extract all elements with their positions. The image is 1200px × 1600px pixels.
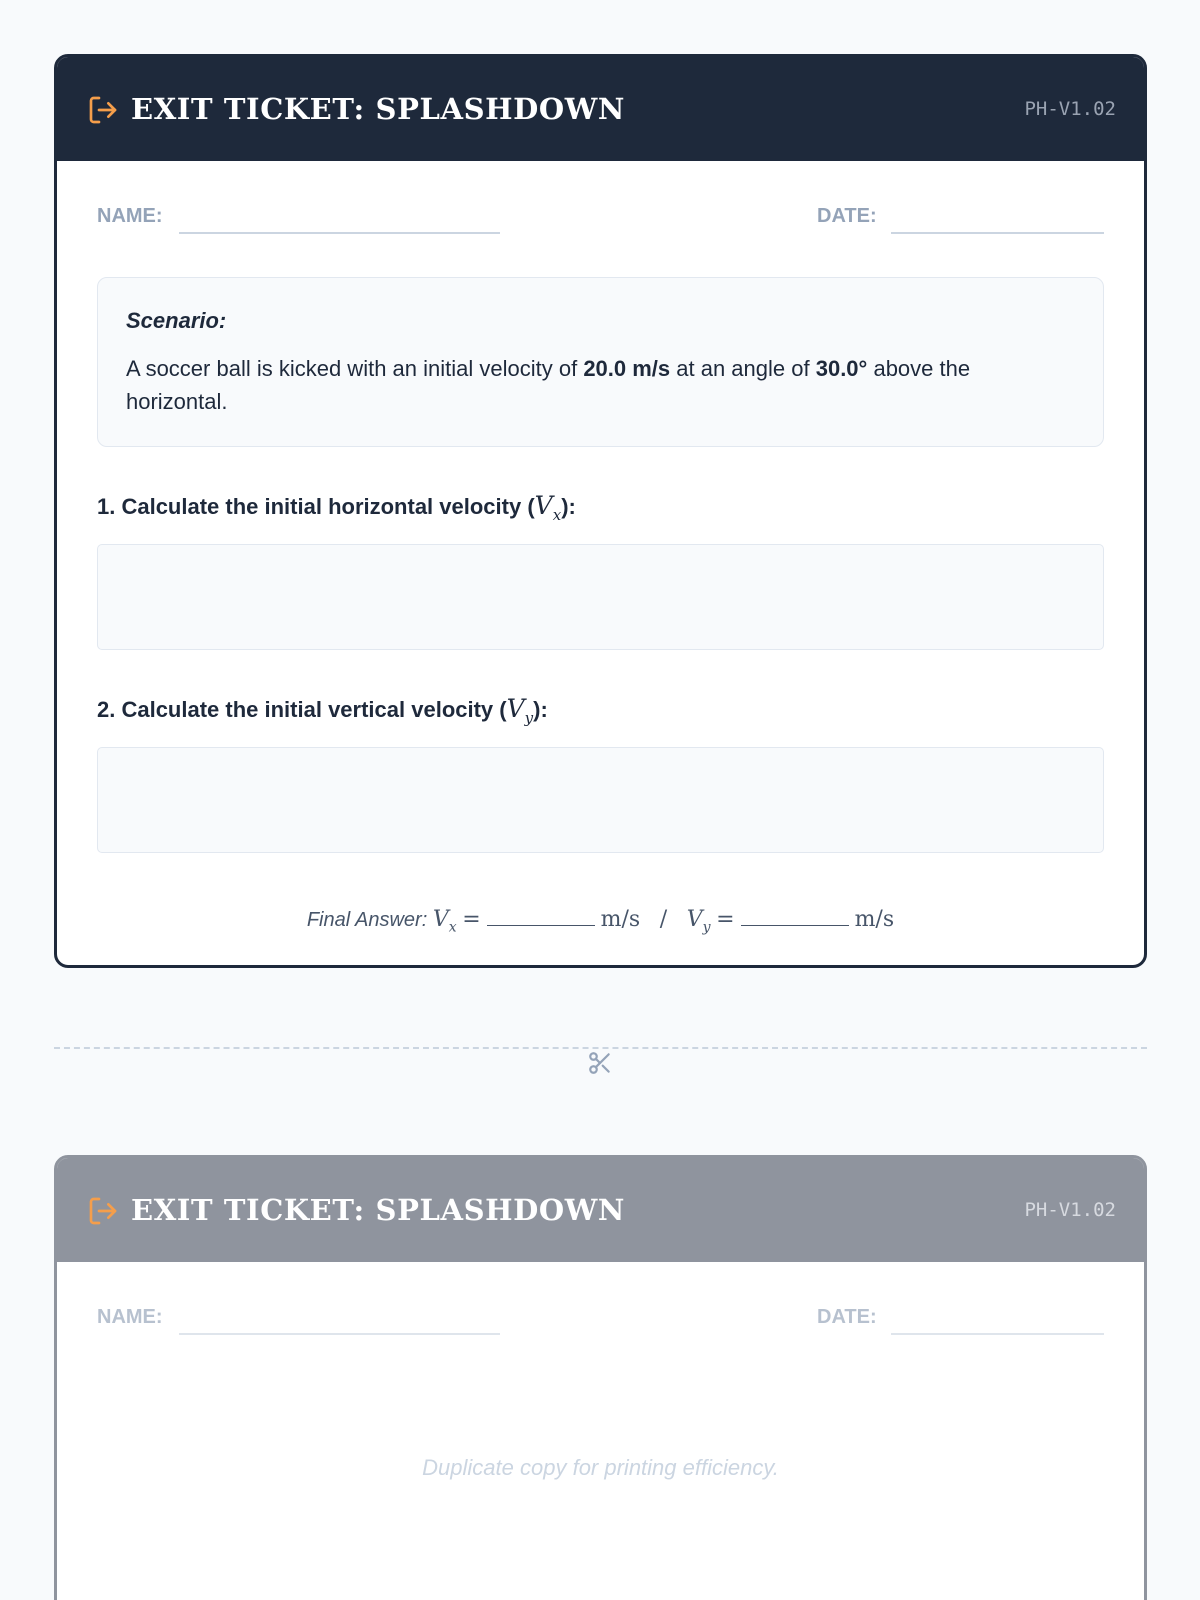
answer-box-2[interactable]: [97, 747, 1104, 853]
vy-symbol: [506, 694, 534, 727]
duplicate-note: Duplicate copy for printing efficiency.: [422, 1455, 779, 1480]
final-answer-label: Final Answer:: [306, 909, 428, 931]
question-2: [97, 694, 1104, 727]
date-field[interactable]: [891, 1333, 1104, 1335]
ticket-title: EXIT TICKET: SPLASHDOWN: [131, 1193, 625, 1227]
question-2-text: 2. Calculate the initial vertical velocity (: [97, 697, 507, 722]
question-1: [97, 491, 1104, 524]
scenario-text-part: at an angle of: [670, 356, 816, 381]
scenario-title: Scenario:: [126, 308, 227, 333]
exit-arrow-icon: [87, 94, 119, 126]
scenario-box: [97, 277, 1104, 447]
vy-answer-blank[interactable]: [741, 925, 849, 926]
name-date-row: [97, 161, 1104, 237]
final-answer-row: [97, 907, 1104, 935]
vx-answer-blank[interactable]: [487, 925, 595, 926]
symbol-v: V: [432, 907, 449, 932]
name-field[interactable]: [179, 232, 500, 234]
version-code: PH-V1.02: [1024, 1199, 1116, 1221]
final-vy-symbol: [686, 907, 711, 936]
separator: /: [659, 907, 668, 932]
exit-ticket-primary: [54, 54, 1147, 968]
subscript-x: x: [552, 506, 562, 524]
unit-label: m/s: [600, 907, 641, 932]
scissors-icon: [587, 1050, 613, 1076]
name-date-row: [97, 1262, 1104, 1338]
final-vx-symbol: [432, 907, 457, 936]
date-label: DATE:: [817, 205, 877, 227]
unit-label: m/s: [854, 907, 895, 932]
version-code: PH-V1.02: [1024, 98, 1116, 120]
symbol-v: V: [534, 491, 553, 520]
ticket-header: [57, 1158, 1144, 1262]
velocity-value: 20.0 m/s: [583, 356, 671, 381]
name-label: NAME:: [97, 1306, 163, 1328]
ticket-header: [57, 57, 1144, 161]
date-field[interactable]: [891, 232, 1104, 234]
cut-line: [54, 1047, 1147, 1049]
angle-value: 30.0°: [815, 356, 868, 381]
subscript-x: x: [448, 919, 457, 936]
question-1-text: 1. Calculate the initial horizontal velocity (: [97, 494, 535, 519]
subscript-y: y: [524, 709, 534, 727]
answer-box-1[interactable]: [97, 544, 1104, 650]
vx-symbol: [534, 491, 562, 524]
symbol-v: V: [686, 907, 703, 932]
date-label: DATE:: [817, 1306, 877, 1328]
equals-sign: =: [462, 907, 481, 932]
exit-arrow-icon: [87, 1195, 119, 1227]
ticket-title: EXIT TICKET: SPLASHDOWN: [131, 92, 625, 126]
question-2-suffix: ):: [533, 697, 548, 722]
exit-ticket-duplicate: [54, 1155, 1147, 1600]
name-label: NAME:: [97, 205, 163, 227]
scenario-text-part: above the horizontal.: [126, 356, 971, 414]
equals-sign: =: [716, 907, 735, 932]
subscript-y: y: [702, 919, 711, 936]
question-1-suffix: ):: [561, 494, 576, 519]
name-field[interactable]: [179, 1333, 500, 1335]
scenario-text: [126, 352, 1075, 418]
scenario-text-part: A soccer ball is kicked with an initial velocity of: [126, 356, 584, 381]
symbol-v: V: [506, 694, 525, 723]
